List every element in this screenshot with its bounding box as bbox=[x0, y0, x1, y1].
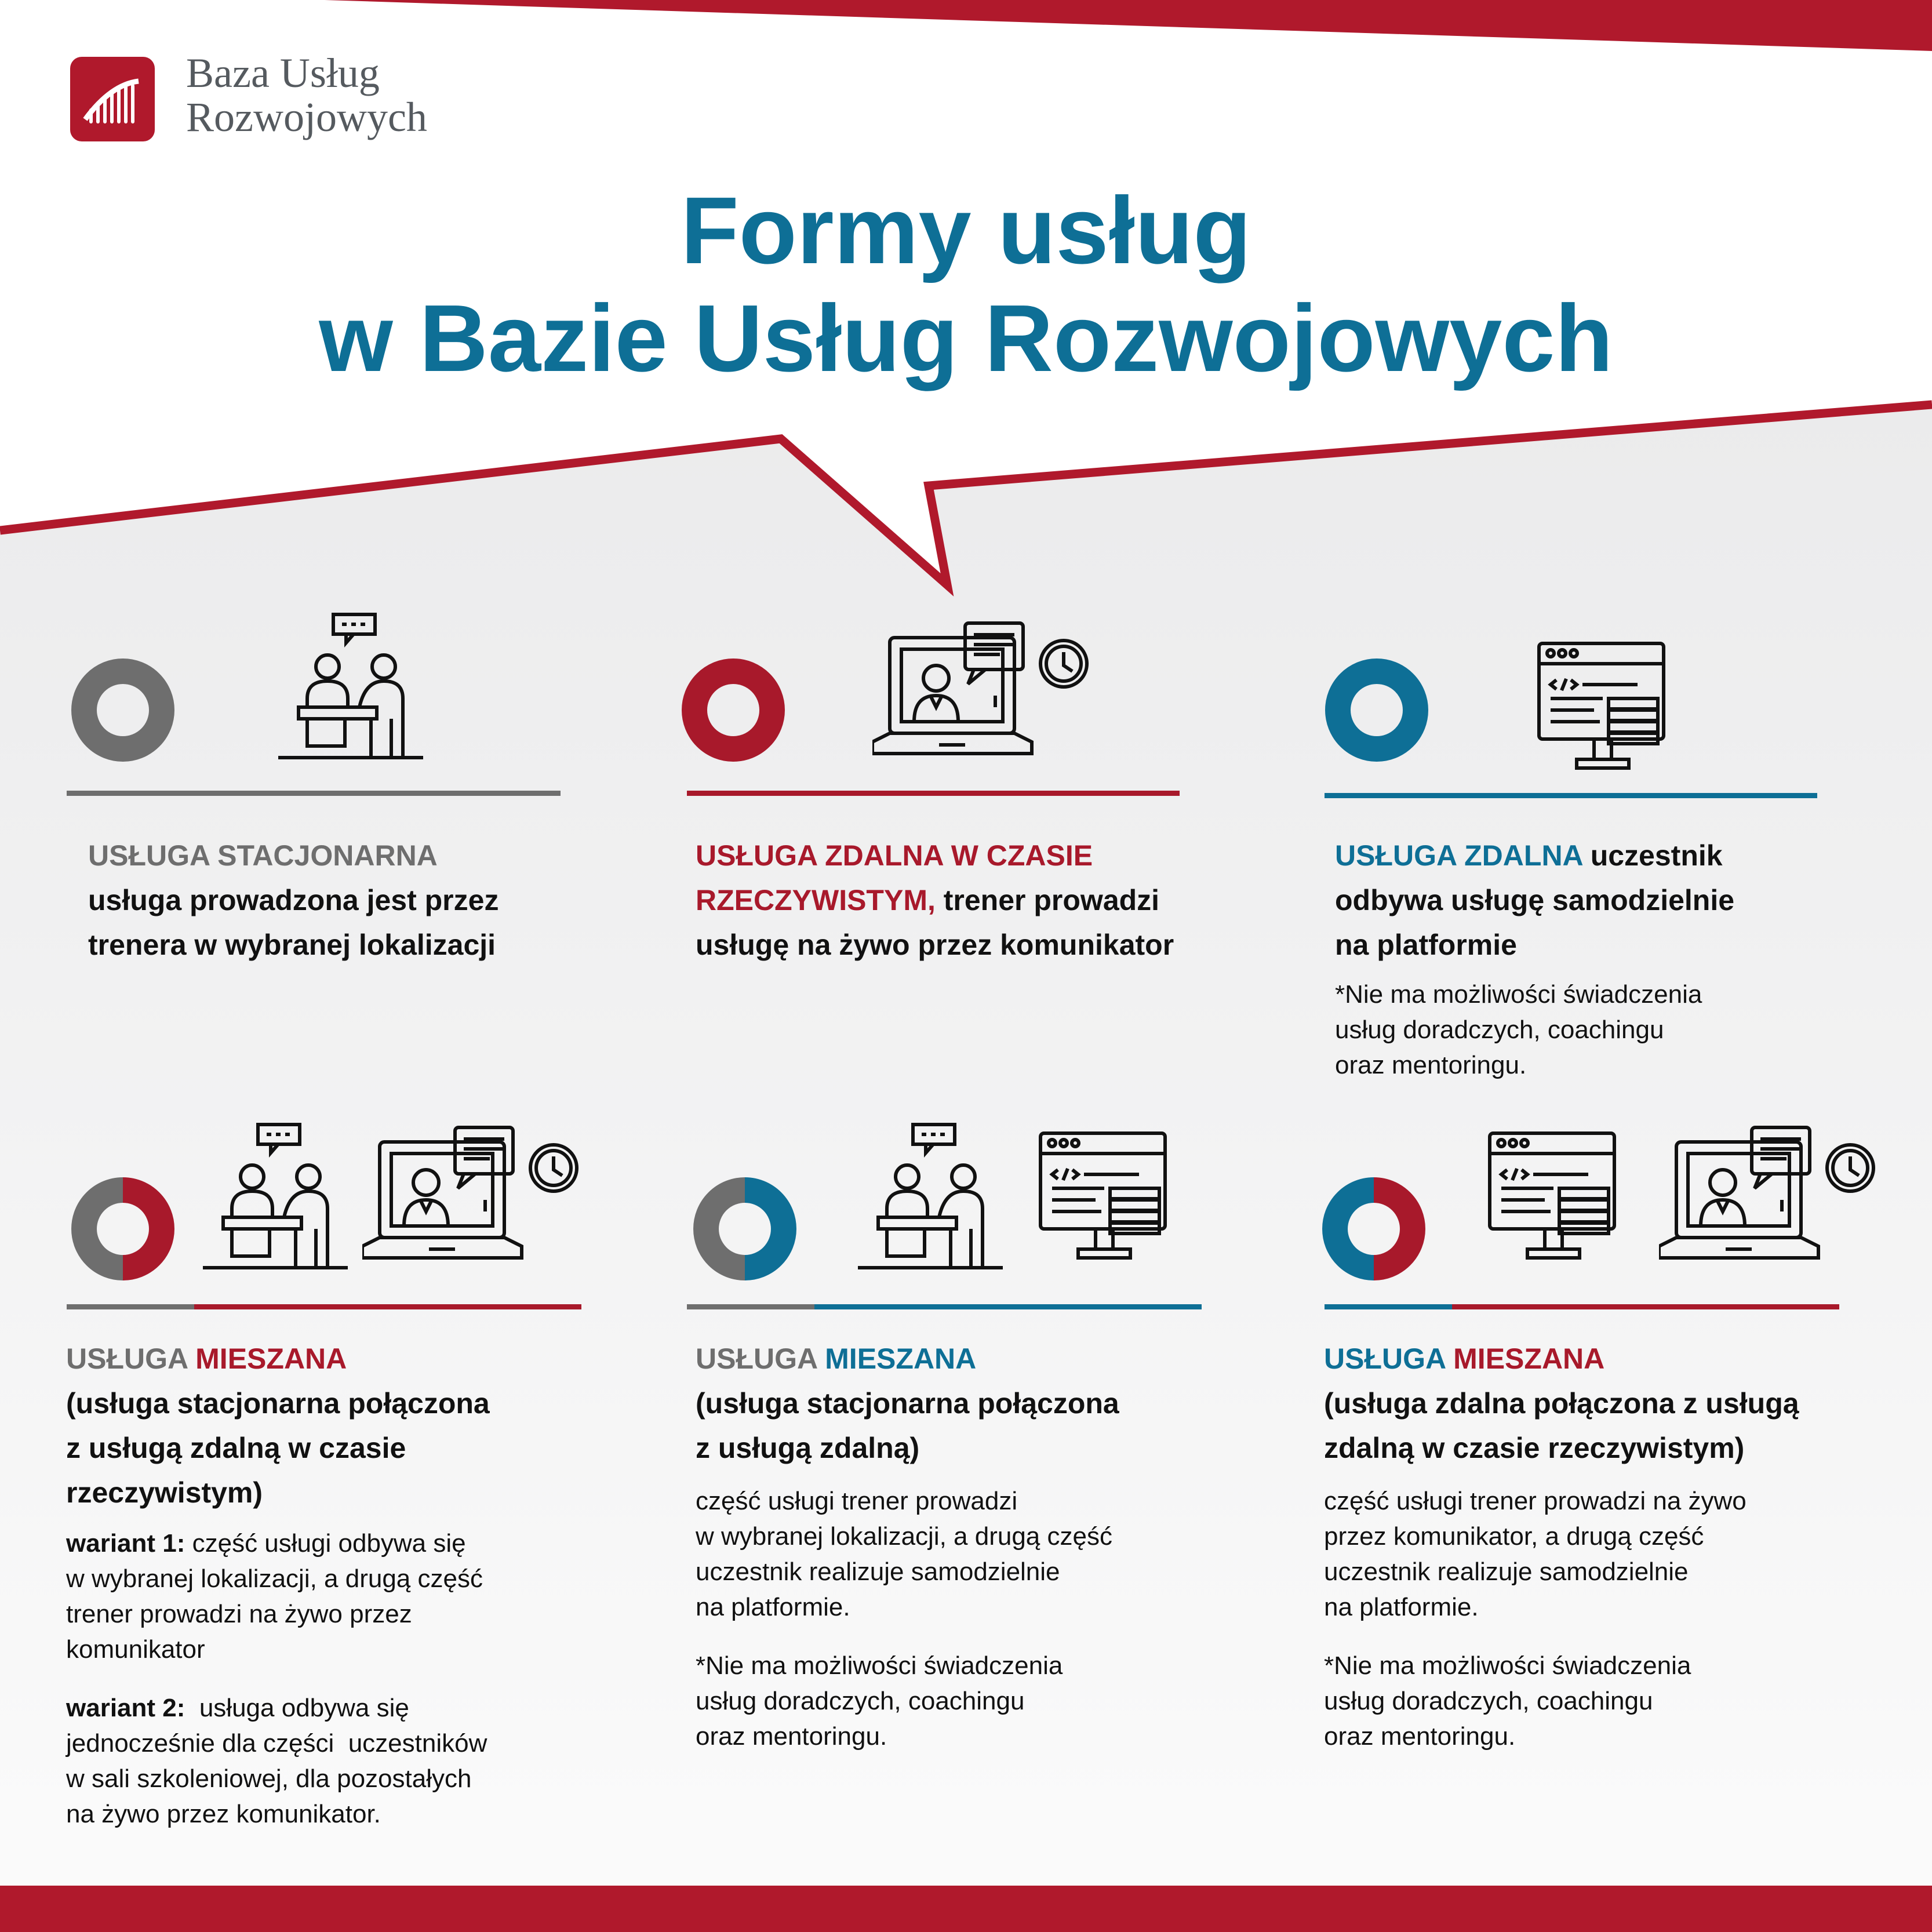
laptop-webinar-icon-mixed-3 bbox=[1659, 1125, 1882, 1264]
mixed-1-variant-2 bbox=[66, 1690, 623, 1832]
separator-stationary bbox=[67, 791, 561, 796]
variant-2-label: wariant 2: bbox=[66, 1694, 185, 1722]
title-line-1: Formy usług bbox=[681, 177, 1251, 283]
donut-mixed-2-icon bbox=[693, 1177, 797, 1281]
separator-mixed-3-a bbox=[1325, 1304, 1452, 1309]
card-mixed-3 bbox=[1324, 1337, 1880, 1754]
realtime-desc-2: usługę na żywo przez komunikator bbox=[696, 929, 1174, 961]
mixed-2-p1: część usługi trener prowadzi bbox=[696, 1487, 1018, 1515]
stationary-heading: USŁUGA STACJONARNA bbox=[88, 839, 438, 872]
card-realtime bbox=[696, 834, 1252, 967]
remote-note-2: usług doradczych, coachingu bbox=[1335, 1016, 1664, 1044]
mixed-3-word-1: USŁUGA bbox=[1324, 1342, 1446, 1375]
card-stationary bbox=[88, 834, 598, 967]
mixed-3-p1: część usługi trener prowadzi na żywo bbox=[1324, 1487, 1747, 1515]
mixed-2-word-2: MIESZANA bbox=[817, 1342, 977, 1375]
logo-line-1: Baza Usług bbox=[186, 50, 380, 96]
mixed-2-n1: *Nie ma możliwości świadczenia bbox=[696, 1651, 1063, 1680]
mixed-1-desc-2: z usługą zdalną w czasie bbox=[66, 1432, 406, 1464]
mixed-3-n1: *Nie ma możliwości świadczenia bbox=[1324, 1651, 1691, 1680]
remote-desc-2: odbywa usługę samodzielnie bbox=[1335, 884, 1735, 916]
mixed-2-desc-1: (usługa stacjonarna połączona bbox=[696, 1387, 1119, 1420]
mixed-3-n2: usług doradczych, coachingu bbox=[1324, 1687, 1653, 1715]
mixed-3-note bbox=[1324, 1648, 1880, 1754]
card-mixed-1 bbox=[66, 1337, 623, 1832]
separator-mixed-1-b bbox=[194, 1304, 581, 1309]
card-mixed-2 bbox=[696, 1337, 1252, 1754]
mixed-1-desc-3: rzeczywistym) bbox=[66, 1476, 263, 1509]
remote-note-1: *Nie ma możliwości świadczenia bbox=[1335, 980, 1702, 1009]
mixed-3-desc-2: zdalną w czasie rzeczywistym) bbox=[1324, 1432, 1745, 1464]
remote-heading: USŁUGA ZDALNA bbox=[1335, 839, 1582, 872]
separator-mixed-1-a bbox=[67, 1304, 194, 1309]
mixed-1-word-2: MIESZANA bbox=[187, 1342, 347, 1375]
page-title bbox=[0, 177, 1932, 392]
card-remote bbox=[1335, 834, 1857, 1083]
variant-2-line-2: jednocześnie dla części uczestników bbox=[66, 1729, 487, 1758]
variant-1-line-4: komunikator bbox=[66, 1635, 205, 1664]
variant-2-line-3: w sali szkoleniowej, dla pozostałych bbox=[66, 1764, 472, 1793]
mixed-3-p2: przez komunikator, a drugą część bbox=[1324, 1522, 1704, 1551]
mixed-1-variant-1 bbox=[66, 1526, 623, 1667]
realtime-heading-2: RZECZYWISTYM, bbox=[696, 884, 936, 916]
donut-mixed-3-icon bbox=[1322, 1177, 1426, 1281]
mixed-1-desc-1: (usługa stacjonarna połączona bbox=[66, 1387, 490, 1420]
mixed-2-n2: usług doradczych, coachingu bbox=[696, 1687, 1025, 1715]
stationary-desc-2: trenera w wybranej lokalizacji bbox=[88, 929, 496, 961]
logo-text bbox=[186, 51, 427, 139]
realtime-desc-1: trener prowadzi bbox=[935, 884, 1160, 916]
mixed-2-p2: w wybranej lokalizacji, a drugą część bbox=[696, 1522, 1112, 1551]
meeting-icon bbox=[278, 612, 423, 759]
realtime-heading-1: USŁUGA ZDALNA W CZASIE bbox=[696, 839, 1093, 872]
code-screen-icon-mixed-2 bbox=[1038, 1130, 1171, 1261]
mixed-2-p3: uczestnik realizuje samodzielnie bbox=[696, 1558, 1060, 1586]
remote-note-3: oraz mentoringu. bbox=[1335, 1051, 1527, 1079]
logo-mark bbox=[70, 57, 155, 141]
mixed-3-p4: na platformie. bbox=[1324, 1593, 1479, 1621]
meeting-icon-mixed-2 bbox=[858, 1122, 1003, 1269]
variant-1-line-3: trener prowadzi na żywo przez bbox=[66, 1600, 412, 1628]
code-screen-icon bbox=[1536, 641, 1669, 771]
mixed-2-n3: oraz mentoringu. bbox=[696, 1722, 887, 1751]
mixed-3-desc-1: (usługa zdalna połączona z usługą bbox=[1324, 1387, 1799, 1420]
stationary-desc-1: usługa prowadzona jest przez bbox=[88, 884, 499, 916]
variant-2-line-1: usługa odbywa się bbox=[185, 1694, 409, 1722]
mixed-3-paragraph bbox=[1324, 1483, 1880, 1625]
variant-1-label: wariant 1: bbox=[66, 1529, 185, 1558]
title-line-2: w Bazie Usług Rozwojowych bbox=[319, 285, 1613, 391]
mixed-2-note bbox=[696, 1648, 1252, 1754]
mixed-3-p3: uczestnik realizuje samodzielnie bbox=[1324, 1558, 1689, 1586]
remote-desc-1: uczestnik bbox=[1582, 839, 1723, 872]
mixed-2-p4: na platformie. bbox=[696, 1593, 850, 1621]
separator-mixed-3-b bbox=[1452, 1304, 1839, 1309]
separator-mixed-2-b bbox=[814, 1304, 1202, 1309]
laptop-webinar-icon bbox=[872, 620, 1096, 759]
mixed-1-word-1: USŁUGA bbox=[66, 1342, 188, 1375]
separator-mixed-2-a bbox=[687, 1304, 814, 1309]
mixed-2-desc-2: z usługą zdalną) bbox=[696, 1432, 920, 1464]
donut-realtime-icon bbox=[681, 658, 785, 762]
donut-stationary-icon bbox=[71, 658, 175, 762]
separator-remote bbox=[1325, 793, 1817, 798]
variant-1-line-2: w wybranej lokalizacji, a drugą część bbox=[66, 1564, 483, 1593]
code-screen-icon-mixed-3 bbox=[1487, 1130, 1620, 1261]
logo-line-2: Rozwojowych bbox=[186, 94, 427, 140]
mixed-3-word-2: MIESZANA bbox=[1445, 1342, 1605, 1375]
variant-2-line-4: na żywo przez komunikator. bbox=[66, 1800, 381, 1828]
remote-note bbox=[1335, 977, 1857, 1083]
mixed-3-n3: oraz mentoringu. bbox=[1324, 1722, 1516, 1751]
variant-1-line-1: część usługi odbywa się bbox=[185, 1529, 466, 1558]
remote-desc-3: na platformie bbox=[1335, 929, 1517, 961]
meeting-icon-mixed-1 bbox=[203, 1122, 348, 1269]
laptop-webinar-icon-mixed-1 bbox=[362, 1125, 585, 1264]
mixed-2-word-1: USŁUGA bbox=[696, 1342, 817, 1375]
separator-realtime bbox=[687, 791, 1180, 796]
mixed-2-paragraph bbox=[696, 1483, 1252, 1625]
donut-remote-icon bbox=[1325, 658, 1429, 762]
donut-mixed-1-icon bbox=[71, 1177, 175, 1281]
